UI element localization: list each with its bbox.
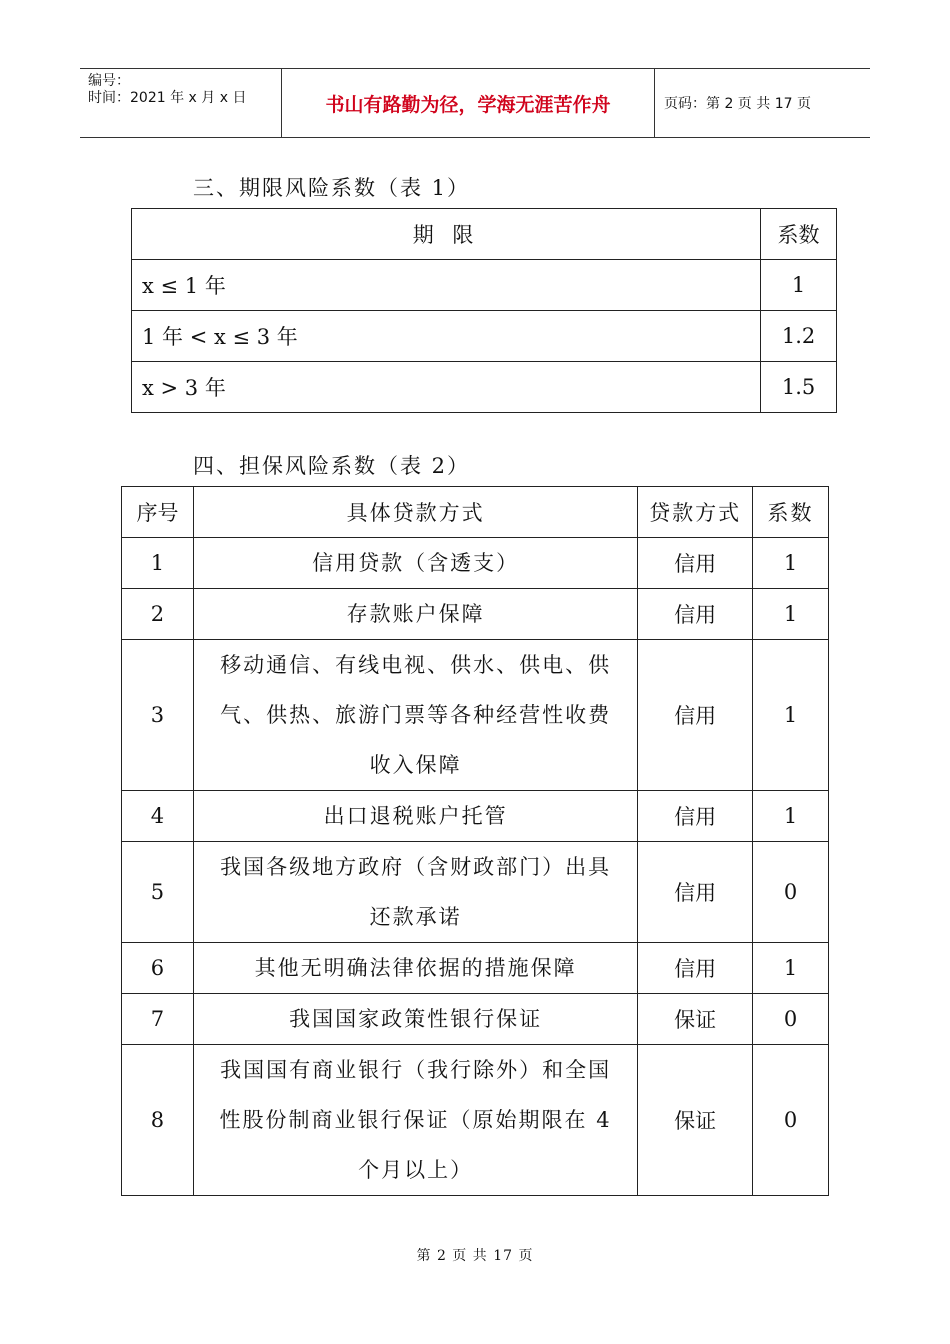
table-row [122, 842, 829, 943]
table-row [132, 362, 837, 413]
desc-cell: 存款账户保障 [193, 589, 637, 640]
coef-cell: 0 [753, 842, 829, 943]
guarantee-risk-table [121, 486, 829, 1196]
no-cell: 3 [122, 640, 194, 791]
type-cell: 信用 [638, 640, 753, 791]
coef-cell: 1.5 [761, 362, 837, 413]
page-footer: 第 2 页 共 17 页 [416, 1248, 534, 1264]
type-cell: 信用 [638, 589, 753, 640]
type-cell: 信用 [638, 842, 753, 943]
desc-cell: 移动通信、有线电视、供水、供电、供气、供热、旅游门票等各种经营性收费收入保障 [193, 640, 637, 791]
desc-cell: 我国各级地方政府（含财政部门）出具还款承诺 [193, 842, 637, 943]
coef-cell: 0 [753, 994, 829, 1045]
coef-cell: 1 [753, 943, 829, 994]
coef-cell: 1 [753, 640, 829, 791]
no-cell: 1 [122, 538, 194, 589]
table-row [122, 589, 829, 640]
desc-cell: 信用贷款（含透支） [193, 538, 637, 589]
type-cell: 信用 [638, 538, 753, 589]
table-row [122, 994, 829, 1045]
coef-cell: 1 [753, 791, 829, 842]
term-risk-table [131, 208, 837, 413]
table-header-row [132, 209, 837, 260]
no-cell: 5 [122, 842, 194, 943]
no-cell: 4 [122, 791, 194, 842]
header-motto: 书山有路勤为径，学海无涯苦作舟 [282, 69, 655, 137]
time-label: 时间：2021 年 x 月 x 日 [88, 90, 247, 106]
type-cell: 保证 [638, 1045, 753, 1196]
header-meta [80, 69, 282, 137]
section4-title: 四、担保风险系数（表 2） [193, 454, 471, 478]
header-desc: 具体贷款方式 [193, 487, 637, 538]
header-term: 期 限 [132, 209, 761, 260]
desc-cell: 出口退税账户托管 [193, 791, 637, 842]
table-row [132, 260, 837, 311]
type-cell: 信用 [638, 943, 753, 994]
table-row [122, 1045, 829, 1196]
section3-title: 三、期限风险系数（表 1） [193, 176, 471, 200]
header-coef: 系数 [753, 487, 829, 538]
table-row [122, 791, 829, 842]
type-cell: 保证 [638, 994, 753, 1045]
coef-cell: 1.2 [761, 311, 837, 362]
term-cell: 1 年 < x ≤ 3 年 [132, 311, 761, 362]
desc-cell: 我国国有商业银行（我行除外）和全国性股份制商业银行保证（原始期限在 4 个月以上） [193, 1045, 637, 1196]
table-row [132, 311, 837, 362]
no-cell: 6 [122, 943, 194, 994]
no-cell: 7 [122, 994, 194, 1045]
table-header-row [122, 487, 829, 538]
header-type: 贷款方式 [638, 487, 753, 538]
header-coef: 系数 [761, 209, 837, 260]
desc-cell: 我国国家政策性银行保证 [193, 994, 637, 1045]
coef-cell: 1 [753, 589, 829, 640]
header-no: 序号 [122, 487, 194, 538]
code-label: 编号： [88, 73, 130, 89]
term-cell: x > 3 年 [132, 362, 761, 413]
no-cell: 8 [122, 1045, 194, 1196]
table-row [122, 640, 829, 791]
table-row [122, 943, 829, 994]
table-row [122, 538, 829, 589]
term-cell: x ≤ 1 年 [132, 260, 761, 311]
header-page-info: 页码：第 2 页 共 17 页 [664, 96, 811, 112]
no-cell: 2 [122, 589, 194, 640]
coef-cell: 1 [753, 538, 829, 589]
coef-cell: 1 [761, 260, 837, 311]
type-cell: 信用 [638, 791, 753, 842]
desc-cell: 其他无明确法律依据的措施保障 [193, 943, 637, 994]
coef-cell: 0 [753, 1045, 829, 1196]
page-header [80, 68, 870, 138]
